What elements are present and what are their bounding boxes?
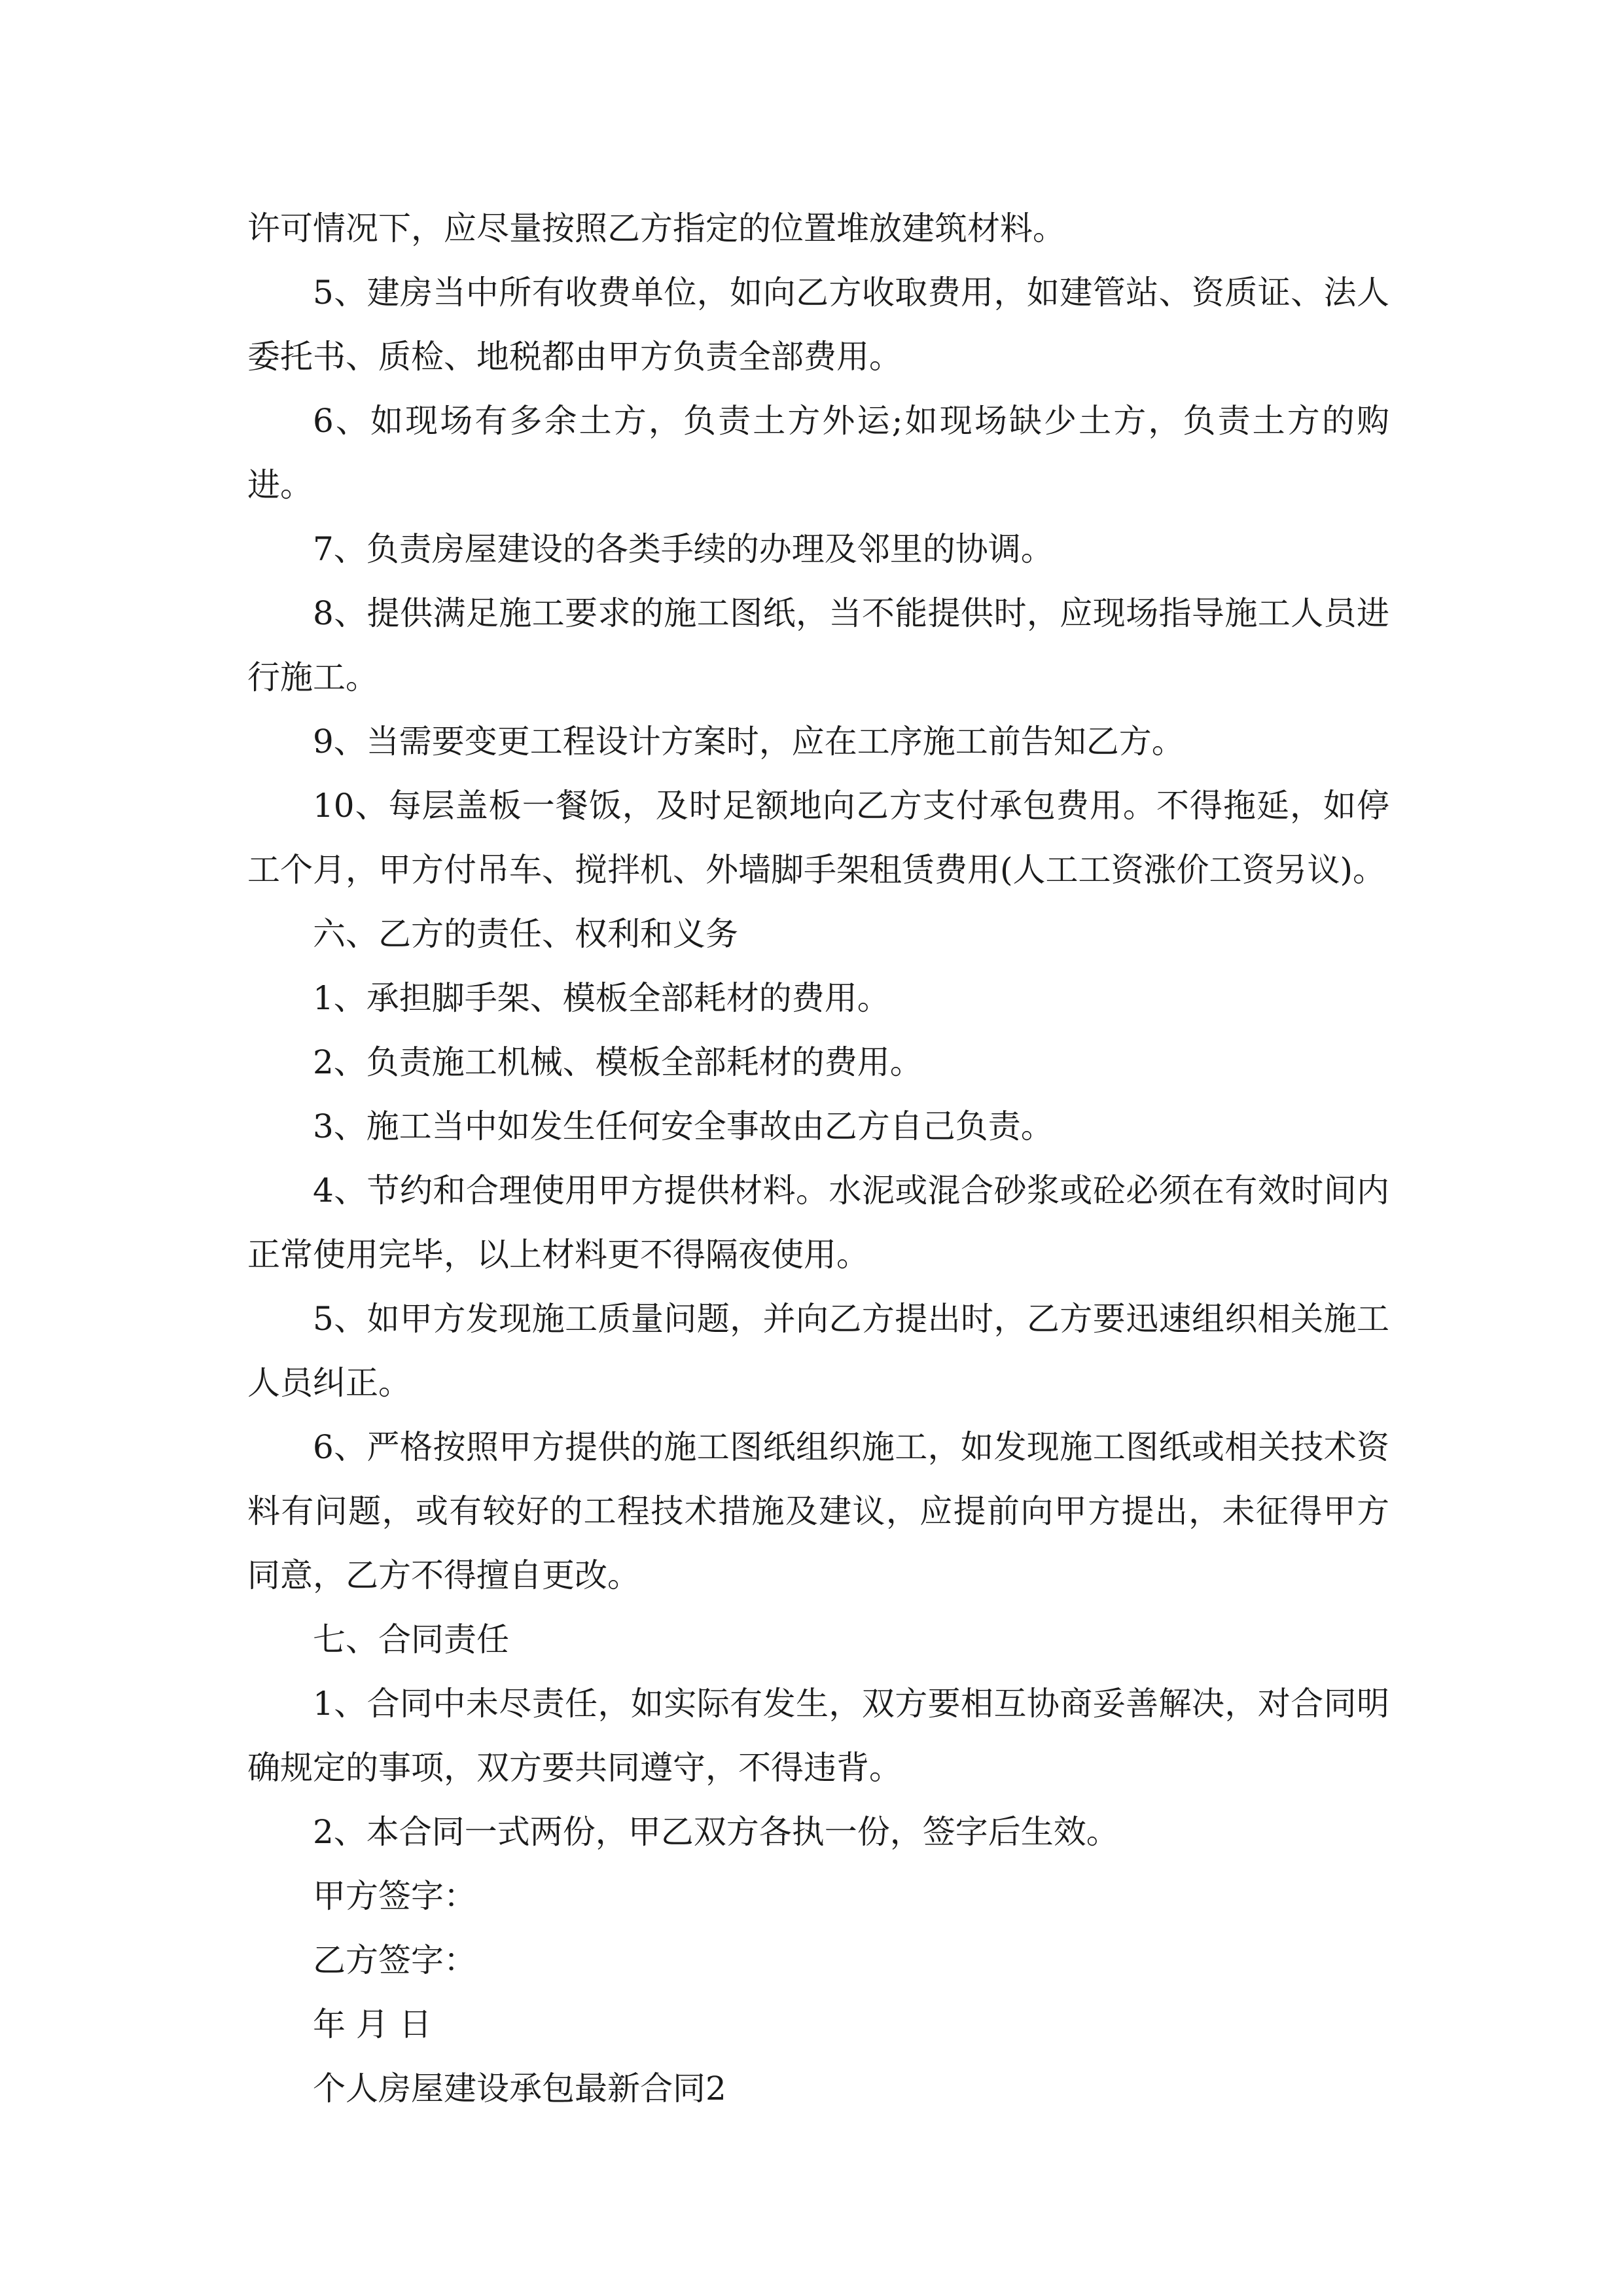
paragraph-clause-6-earthwork: 6、如现场有多余土方，负责土方外运;如现场缺少土方，负责土方的购进。 xyxy=(247,402,1389,504)
paragraph-b-clause-4: 4、节约和合理使用甲方提供材料。水泥或混合砂浆或砼必须在有效时间内正常使用完毕，以上材料更不得隔夜使用。 xyxy=(247,1172,1389,1274)
paragraph-liability-clause-1: 1、合同中未尽责任，如实际有发生，双方要相互协商妥善解决，对合同明确规定的事项，双方要共同遵守，不得违背。 xyxy=(247,1685,1389,1787)
paragraph-clause-7-procedures: 7、负责房屋建设的各类手续的办理及邻里的协调。 xyxy=(313,530,1054,568)
paragraph-clause-5-fees: 5、建房当中所有收费单位，如向乙方收取费用，如建管站、资质证、法人委托书、质检、地税都由甲方负责全部费用。 xyxy=(247,274,1389,376)
paragraph-clause-10-payment: 10、每层盖板一餐饭，及时足额地向乙方支付承包费用。不得拖延，如停工个月，甲方付吊车、搅拌机、外墙脚手架租赁费用(人工工资涨价工资另议)。 xyxy=(247,787,1389,889)
signature-party-b: 乙方签字： xyxy=(313,1941,476,1979)
paragraph-b-clause-2: 2、负责施工机械、模板全部耗材的费用。 xyxy=(313,1043,923,1081)
date-line: 年 月 日 xyxy=(313,2005,432,2043)
signature-party-a: 甲方签字： xyxy=(313,1877,476,1915)
paragraph-clause-9-design-change: 9、当需要变更工程设计方案时，应在工序施工前告知乙方。 xyxy=(313,723,1185,761)
section-heading-contract-liability: 七、合同责任 xyxy=(313,1621,509,1659)
document-body xyxy=(247,196,1389,2121)
paragraph-b-clause-3: 3、施工当中如发生任何安全事故由乙方自己负责。 xyxy=(313,1107,1054,1145)
paragraph-b-clause-6: 6、严格按照甲方提供的施工图纸组织施工，如发现施工图纸或相关技术资料有问题，或有较好的工程技术措施及建议，应提前向甲方提出，未征得甲方同意，乙方不得擅自更改。 xyxy=(247,1428,1389,1594)
paragraph-clause-8-drawings: 8、提供满足施工要求的施工图纸，当不能提供时，应现场指导施工人员进行施工。 xyxy=(247,594,1389,696)
paragraph-b-clause-5: 5、如甲方发现施工质量问题，并向乙方提出时，乙方要迅速组织相关施工人员纠正。 xyxy=(247,1300,1389,1402)
section-heading-party-b: 六、乙方的责任、权利和义务 xyxy=(313,915,738,953)
next-contract-title: 个人房屋建设承包最新合同2 xyxy=(313,2070,726,2108)
paragraph-liability-clause-2: 2、本合同一式两份，甲乙双方各执一份，签字后生效。 xyxy=(313,1813,1119,1851)
paragraph-b-clause-1: 1、承担脚手架、模板全部耗材的费用。 xyxy=(313,979,890,1017)
paragraph-continuation: 许可情况下，应尽量按照乙方指定的位置堆放建筑材料。 xyxy=(247,209,1065,247)
